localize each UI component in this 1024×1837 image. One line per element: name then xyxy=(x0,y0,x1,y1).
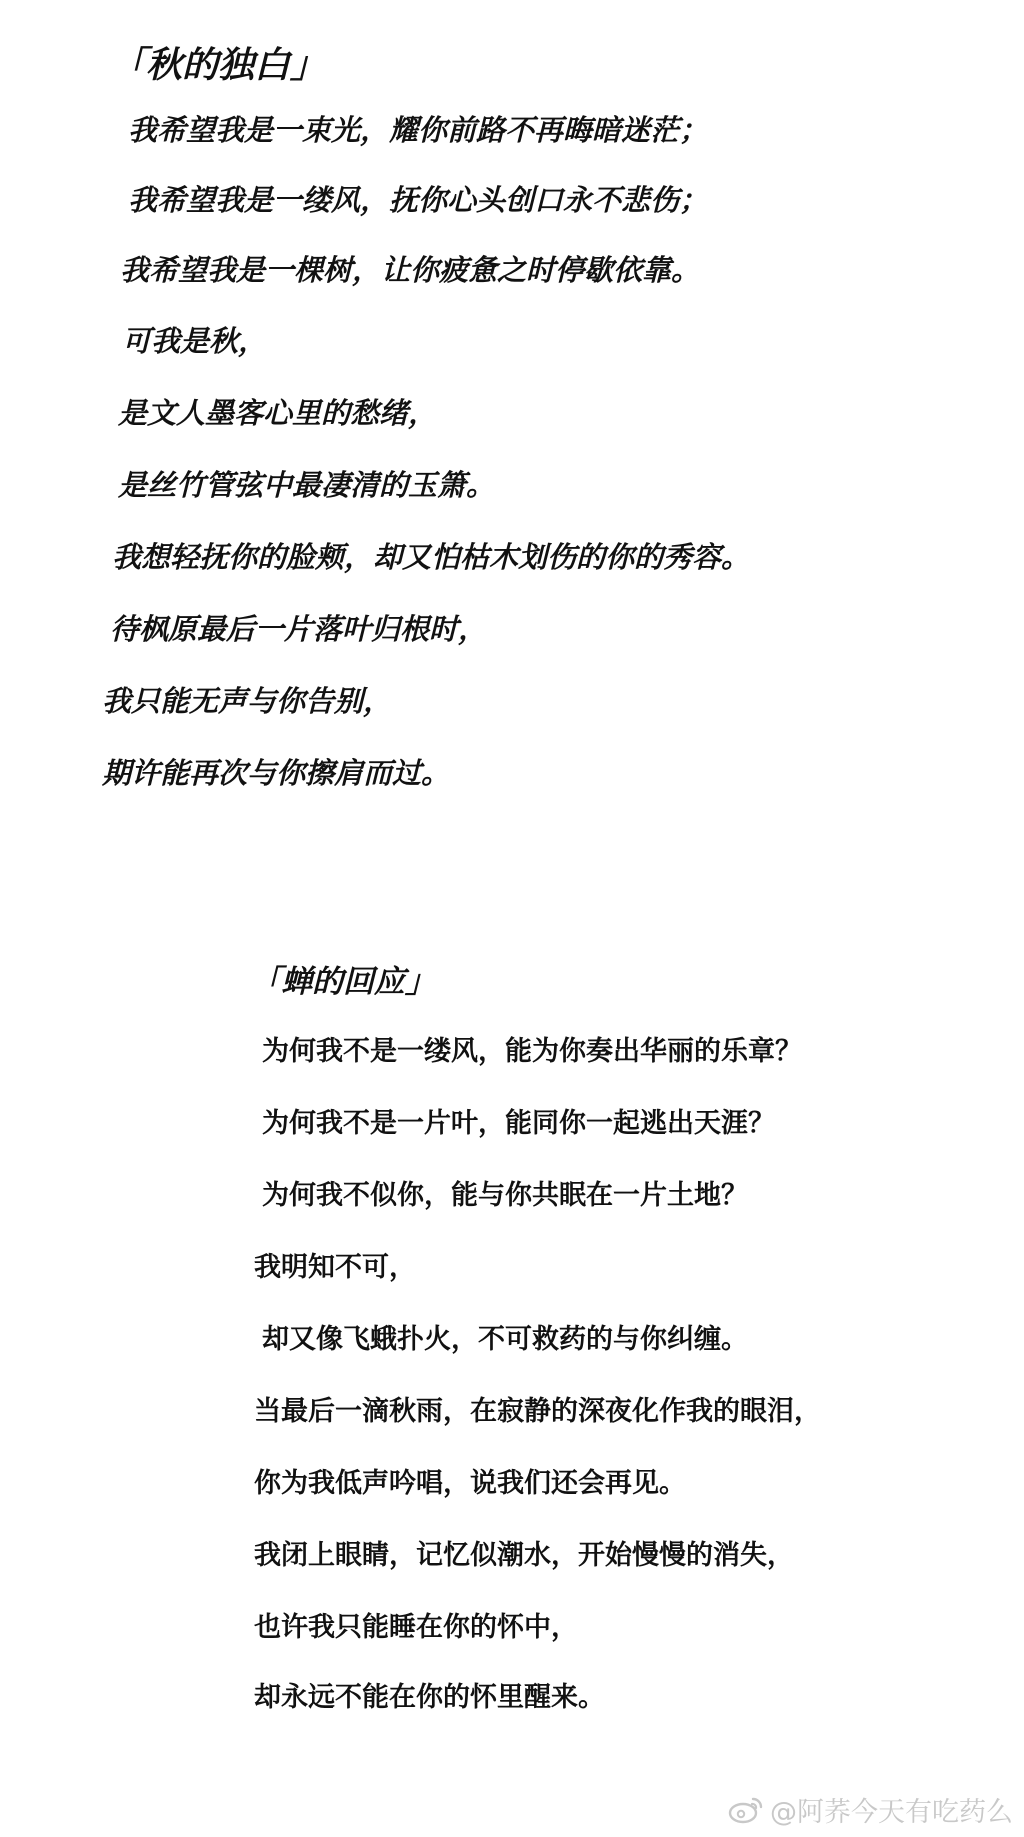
weibo-icon xyxy=(728,1795,764,1825)
poem-title: 「蝉的回应」 xyxy=(250,964,436,1000)
watermark xyxy=(728,1790,1013,1829)
poem-line: 我希望我是一束光，耀你前路不再晦暗迷茫； xyxy=(128,113,709,147)
poem-line: 却又像飞蛾扑火，不可救药的与你纠缠。 xyxy=(262,1324,748,1355)
poem-line: 我明知不可， xyxy=(254,1252,416,1283)
poem-line: 我只能无声与你告别， xyxy=(102,684,393,718)
poem-line: 我闭上眼睛，记忆似潮水，开始慢慢的消失， xyxy=(254,1540,794,1571)
poem-line: 为何我不是一缕风，能为你奏出华丽的乐章？ xyxy=(262,1036,802,1067)
watermark-text: @阿荞今天有吃药么 xyxy=(770,1797,1013,1828)
poem-line: 期许能再次与你擦肩而过。 xyxy=(102,756,451,790)
poem-line: 为何我不似你，能与你共眠在一片土地？ xyxy=(262,1180,748,1211)
poem-line: 却永远不能在你的怀里醒来。 xyxy=(254,1682,605,1713)
poem-line: 你为我低声吟唱，说我们还会再见。 xyxy=(254,1468,686,1499)
poem-line: 为何我不是一片叶，能同你一起逃出天涯？ xyxy=(262,1108,775,1139)
poem-line: 可我是秋， xyxy=(122,324,268,358)
poem-line: 待枫原最后一片落叶归根时， xyxy=(110,612,488,646)
poem-title: 「秋的独白」 xyxy=(110,45,327,86)
poem-line: 我希望我是一棵树，让你疲惫之时停歇依靠。 xyxy=(120,253,701,287)
poem-line: 也许我只能睡在你的怀中， xyxy=(254,1612,578,1643)
poem-line: 是文人墨客心里的愁绪， xyxy=(118,396,438,430)
poem-line: 是丝竹管弦中最凄清的玉箫。 xyxy=(118,468,496,502)
poem-line: 当最后一滴秋雨，在寂静的深夜化作我的眼泪， xyxy=(254,1396,821,1427)
poem-line: 我想轻抚你的脸颊，却又怕枯木划伤的你的秀容。 xyxy=(112,540,751,574)
poem-line: 我希望我是一缕风，抚你心头创口永不悲伤； xyxy=(128,183,709,217)
